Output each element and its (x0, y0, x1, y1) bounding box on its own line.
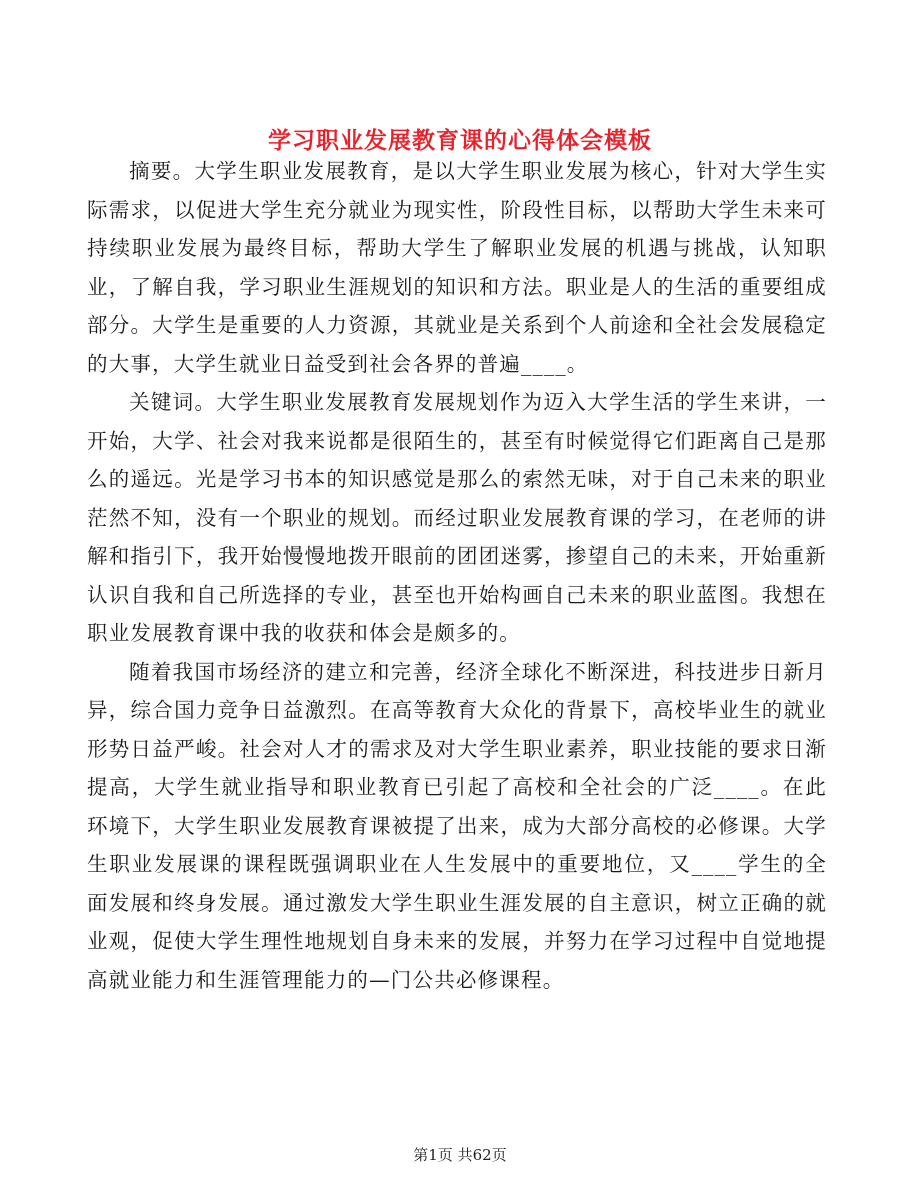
document-body (87, 152, 827, 999)
paragraph-abstract: 摘要。大学生职业发展教育，是以大学生职业发展为核心，针对大学生实际需求，以促进大学生充分就业为现实性，阶段性目标，以帮助大学生未来可持续职业发展为最终目标，帮助大学生了解职业发展的机遇与挑战，认知职业，了解自我，学习职业生涯规划的知识和方法。职业是人的生活的重要组成部分。大学生是重要的人力资源，其就业是关系到个人前途和全社会发展稳定的大事，大学生就业日益受到社会各界的普遍____。 (87, 159, 827, 376)
document-title: 学习职业发展教育课的心得体会模板 (268, 127, 652, 155)
paragraph-keywords: 关键词。大学生职业发展教育发展规划作为迈入大学生活的学生来讲，一开始，大学、社会对我来说都是很陌生的，甚至有时候觉得它们距离自己是那么的遥远。光是学习书本的知识感觉是那么的索然无味，对于自己未来的职业茫然不知，没有一个职业的规划。而经过职业发展教育课的学习，在老师的讲解和指引下，我开始慢慢地拨开眼前的团团迷雾，掺望自己的未来，开始重新认识自我和自己所选择的专业，甚至也开始构画自己未来的职业蓝图。我想在职业发展教育课中我的收获和体会是颇多的。 (87, 390, 827, 645)
paragraph-background: 随着我国市场经济的建立和完善，经济全球化不断深进，科技进步日新月异，综合国力竞争日益激烈。在高等教育大众化的背景下，高校毕业生的就业形势日益严峻。社会对人才的需求及对大学生职业素养，职业技能的要求日渐提高，大学生就业指导和职业教育已引起了高校和全社会的广泛____。在此环境下，大学生职业发展教育课被提了出来，成为大部分高校的必修课。大学生职业发展课的课程既强调职业在人生发展中的重要地位，又____学生的全面发展和终身发展。通过激发大学生职业生涯发展的自主意识，树立正确的就业观，促使大学生理性地规划自身未来的发展，并努力在学习过程中自觉地提高就业能力和生涯管理能力的—门公共必修课程。 (87, 659, 827, 992)
page-number-footer: 第1页 共62页 (413, 1146, 507, 1164)
